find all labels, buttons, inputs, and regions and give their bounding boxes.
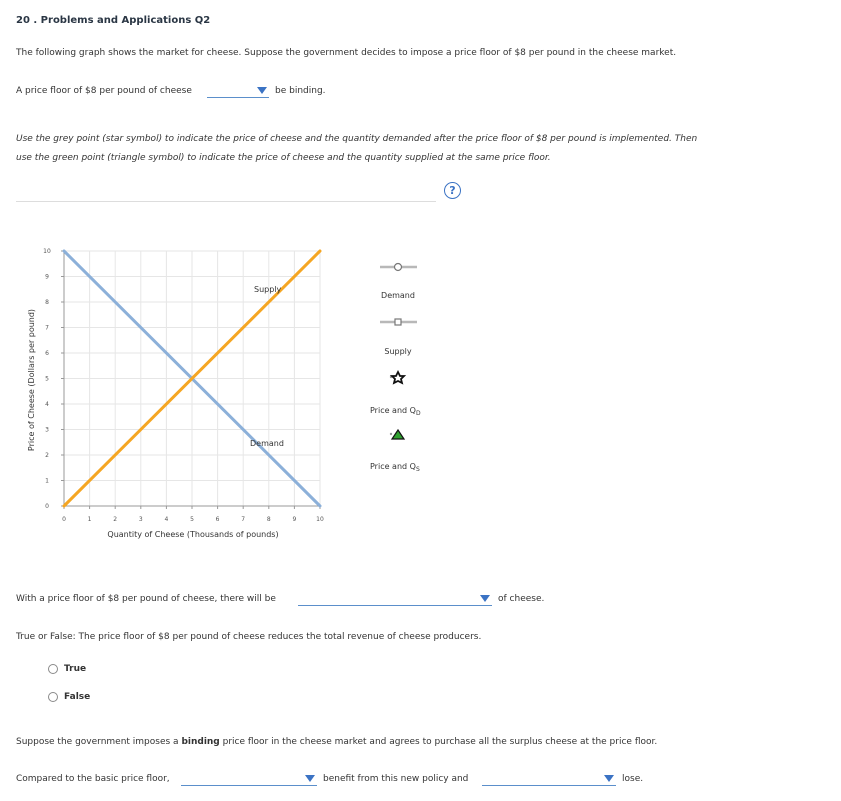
q2-suffix: of cheese.	[498, 594, 545, 604]
x-tick-label: 5	[190, 516, 194, 523]
x-tick-label: 10	[316, 516, 324, 523]
palette-triangle-label: Price and $Q_S$	[370, 462, 420, 473]
question-icon[interactable]: ?	[444, 182, 461, 199]
x-tick-label: 7	[241, 516, 246, 523]
palette-demand-label: Demand	[381, 291, 415, 300]
y-tick-label: 1	[45, 477, 49, 485]
y-tick-label: 3	[45, 426, 49, 434]
x-tick-label: 3	[138, 516, 143, 523]
radio-true-label[interactable]: True	[64, 664, 87, 674]
page-title: 20 . Problems and Applications Q2	[16, 15, 211, 26]
x-tick-label: 4	[164, 516, 169, 523]
q1-suffix: be binding.	[275, 86, 326, 96]
x-tick-label: 9	[292, 516, 297, 523]
y-tick-label: 6	[45, 350, 49, 357]
instructions-line-2: use the green point (triangle symbol) to indicate the price of cheese and the quantity supplied at the same price floor.	[16, 153, 551, 163]
q4-bold: binding	[181, 737, 220, 747]
q2-prefix: With a price floor of $8 per pound of cheese, there will be	[16, 594, 276, 604]
divider	[16, 201, 436, 202]
beneficiaries-dropdown[interactable]	[181, 771, 317, 786]
palette-supply-tool[interactable]	[380, 319, 417, 356]
q5-suffix: lose.	[622, 774, 644, 784]
x-axis-label: Quantity of Cheese (Thousands of pounds)	[107, 530, 279, 539]
palette-triangle-point[interactable]	[370, 430, 420, 473]
q1-prefix: A price floor of $8 per pound of cheese	[16, 86, 192, 96]
y-tick-label: 8	[45, 299, 49, 306]
palette-supply-label: Supply	[384, 347, 412, 356]
x-tick-label: 8	[266, 516, 271, 523]
x-tick-label: 6	[215, 516, 220, 523]
radio-false[interactable]	[48, 692, 58, 702]
x-tick-label: 0	[62, 516, 66, 523]
q5-prefix: Compared to the basic price floor,	[16, 774, 170, 784]
q5-middle: benefit from this new policy and	[323, 774, 469, 784]
dropdown-arrow-icon	[604, 775, 614, 782]
y-tick-label: 0	[45, 503, 49, 510]
instructions-line-1: Use the grey point (star symbol) to indicate the price of cheese and the quantity demanded after the price floor of $8 per pound is implemented. Then	[16, 134, 698, 144]
triangle-point-icon	[392, 430, 404, 439]
graph-area[interactable]	[0, 235, 460, 545]
y-tick-label: 5	[45, 375, 49, 383]
dropdown-arrow-icon	[480, 595, 490, 602]
star-point-icon	[392, 372, 404, 383]
palette-star-point[interactable]	[370, 372, 421, 417]
intro-text: The following graph shows the market for cheese. Suppose the government decides to impose a price floor of $8 per pound in the cheese market.	[16, 48, 677, 58]
dropdown-arrow-icon	[257, 87, 267, 94]
x-tick-label: 2	[113, 516, 118, 523]
palette-demand-tool[interactable]	[380, 264, 417, 301]
y-tick-label: 4	[45, 401, 49, 408]
q4-text: Suppose the government imposes a binding price floor in the cheese market and agrees to purchase all the surplus cheese at the price floor.	[16, 737, 658, 747]
palette-star-label: Price and $Q_D$	[370, 406, 421, 417]
demand-curve-label: Demand	[250, 439, 284, 448]
supply-curve-label: Supply	[254, 285, 282, 294]
losers-dropdown[interactable]	[482, 771, 616, 786]
shortage-surplus-dropdown[interactable]	[298, 591, 492, 606]
binding-dropdown[interactable]	[207, 83, 269, 98]
y-tick-label: 7	[45, 324, 49, 332]
dropdown-arrow-icon	[305, 775, 315, 782]
x-tick-label: 1	[87, 516, 92, 523]
supply-square-tool-icon	[395, 319, 401, 325]
y-tick-label: 2	[45, 452, 49, 459]
radio-false-label[interactable]: False	[64, 692, 91, 702]
demand-circle-tool-icon	[395, 264, 402, 271]
y-tick-label: 10	[43, 248, 51, 255]
y-tick-label: 9	[45, 273, 49, 281]
y-axis-label: Price of Cheese (Dollars per pound)	[27, 308, 36, 452]
radio-true[interactable]	[48, 664, 58, 674]
q3-question: True or False: The price floor of $8 per pound of cheese reduces the total revenue of cheese producers.	[16, 632, 482, 642]
